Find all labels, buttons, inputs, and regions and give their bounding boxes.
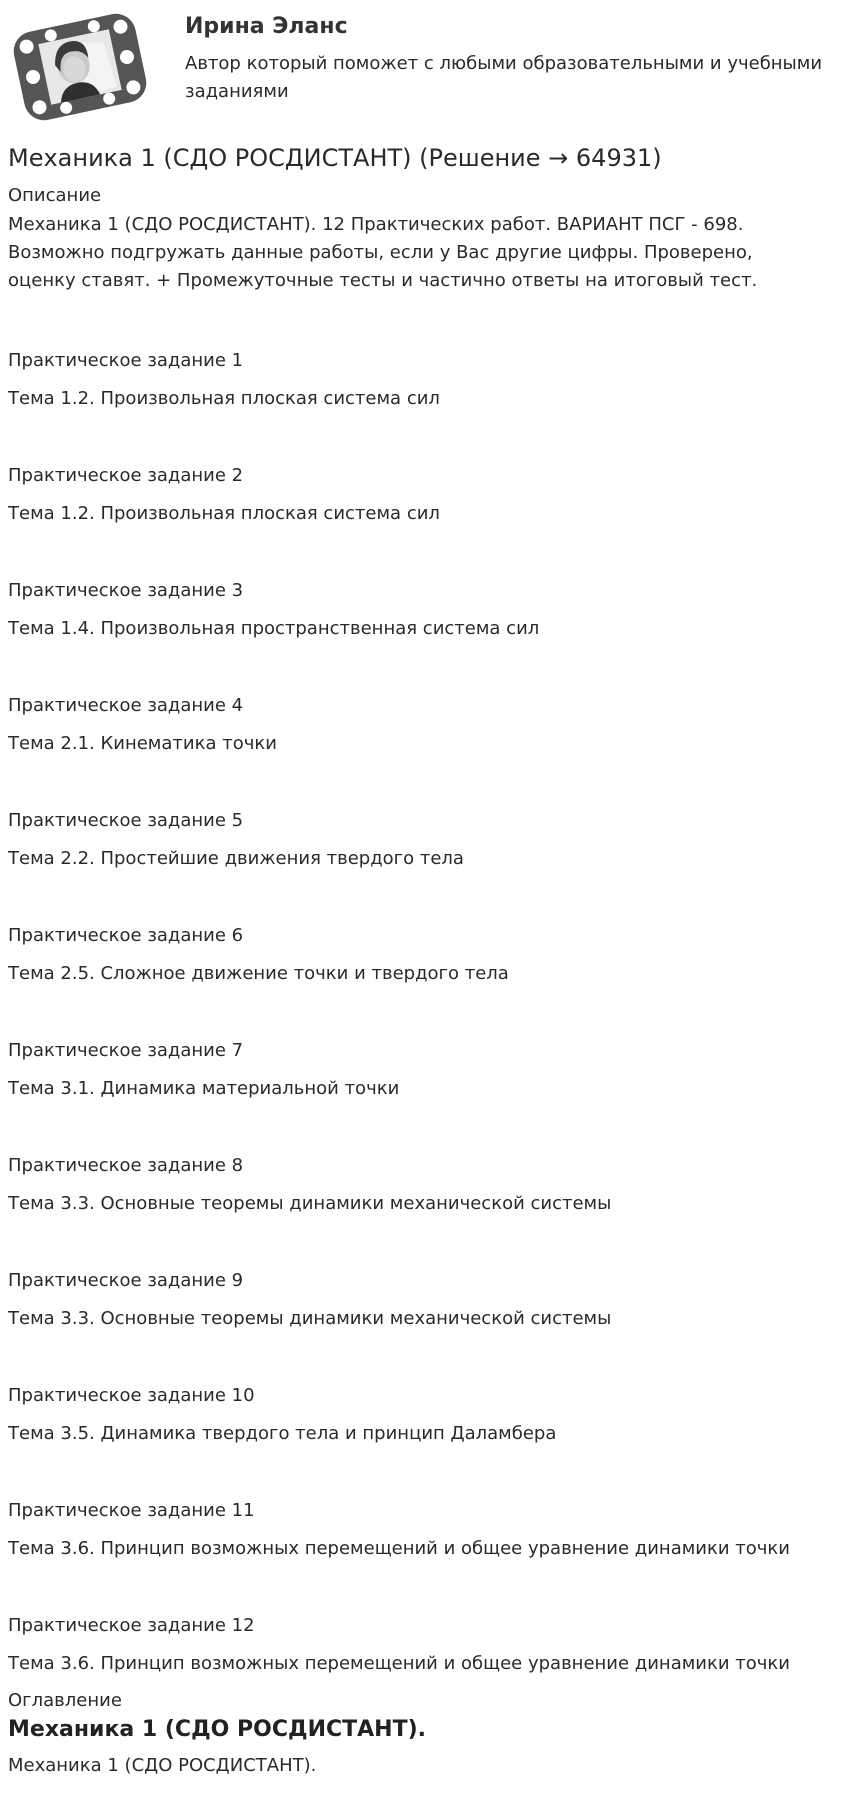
task-title: Практическое задание 1 [8, 350, 244, 371]
task-topic: Тема 2.5. Сложное движение точки и твердого тела [8, 963, 509, 984]
task-item [8, 922, 838, 1037]
task-item [8, 1382, 838, 1497]
task-title: Практическое задание 10 [8, 1385, 255, 1406]
task-topic: Тема 3.3. Основные теоремы динамики механической системы [8, 1308, 612, 1329]
page-title: Механика 1 (СДО РОСДИСТАНТ) (Решение → 64931) [8, 144, 662, 172]
task-topic: Тема 1.2. Произвольная плоская система сил [8, 503, 440, 524]
author-card [8, 8, 828, 128]
task-list [8, 347, 838, 1682]
task-topic: Тема 2.2. Простейшие движения твердого тела [8, 848, 464, 869]
task-title: Практическое задание 2 [8, 465, 244, 486]
task-item [8, 462, 838, 577]
task-item [8, 692, 838, 807]
task-title: Практическое задание 8 [8, 1155, 244, 1176]
task-title: Практическое задание 6 [8, 925, 244, 946]
task-item [8, 1267, 838, 1382]
author-avatar [8, 8, 152, 126]
task-topic: Тема 3.3. Основные теоремы динамики механической системы [8, 1193, 612, 1214]
toc-label: Оглавление [8, 1690, 122, 1711]
task-topic: Тема 3.6. Принцип возможных перемещений и общее уравнение динамики точки [8, 1538, 790, 1559]
task-item [8, 807, 838, 922]
task-item [8, 577, 838, 692]
task-topic: Тема 3.5. Динамика твердого тела и принцип Даламбера [8, 1423, 557, 1444]
task-title: Практическое задание 12 [8, 1615, 255, 1636]
task-topic: Тема 3.1. Динамика материальной точки [8, 1078, 400, 1099]
task-title: Практическое задание 4 [8, 695, 244, 716]
task-topic: Тема 1.2. Произвольная плоская система сил [8, 388, 440, 409]
description-label: Описание [8, 185, 102, 206]
task-title: Практическое задание 5 [8, 810, 244, 831]
toc-heading: Механика 1 (СДО РОСДИСТАНТ). [8, 1717, 427, 1742]
toc-text: Механика 1 (СДО РОСДИСТАНТ). [8, 1755, 317, 1776]
task-title: Практическое задание 11 [8, 1500, 255, 1521]
task-topic: Тема 3.6. Принцип возможных перемещений и общее уравнение динамики точки [8, 1653, 790, 1674]
author-name[interactable]: Ирина Эланс [185, 14, 348, 39]
task-item [8, 1497, 838, 1612]
author-description: Автор который поможет с любыми образовательными и учебными заданиями [185, 53, 823, 102]
description-text: Механика 1 (СДО РОСДИСТАНТ). 12 Практических работ. ВАРИАНТ ПСГ - 698. Возможно подгружать данные работы, если у Вас другие цифры. Проверено, оценку ставят. + Промежуточные тесты и частично ответы на итоговый тест. [8, 214, 758, 291]
task-title: Практическое задание 3 [8, 580, 244, 601]
task-topic: Тема 1.4. Произвольная пространственная система сил [8, 618, 540, 639]
task-item [8, 347, 838, 462]
task-topic: Тема 2.1. Кинематика точки [8, 733, 277, 754]
task-title: Практическое задание 9 [8, 1270, 244, 1291]
task-item [8, 1037, 838, 1152]
task-item [8, 1152, 838, 1267]
task-item [8, 1612, 838, 1682]
task-title: Практическое задание 7 [8, 1040, 244, 1061]
